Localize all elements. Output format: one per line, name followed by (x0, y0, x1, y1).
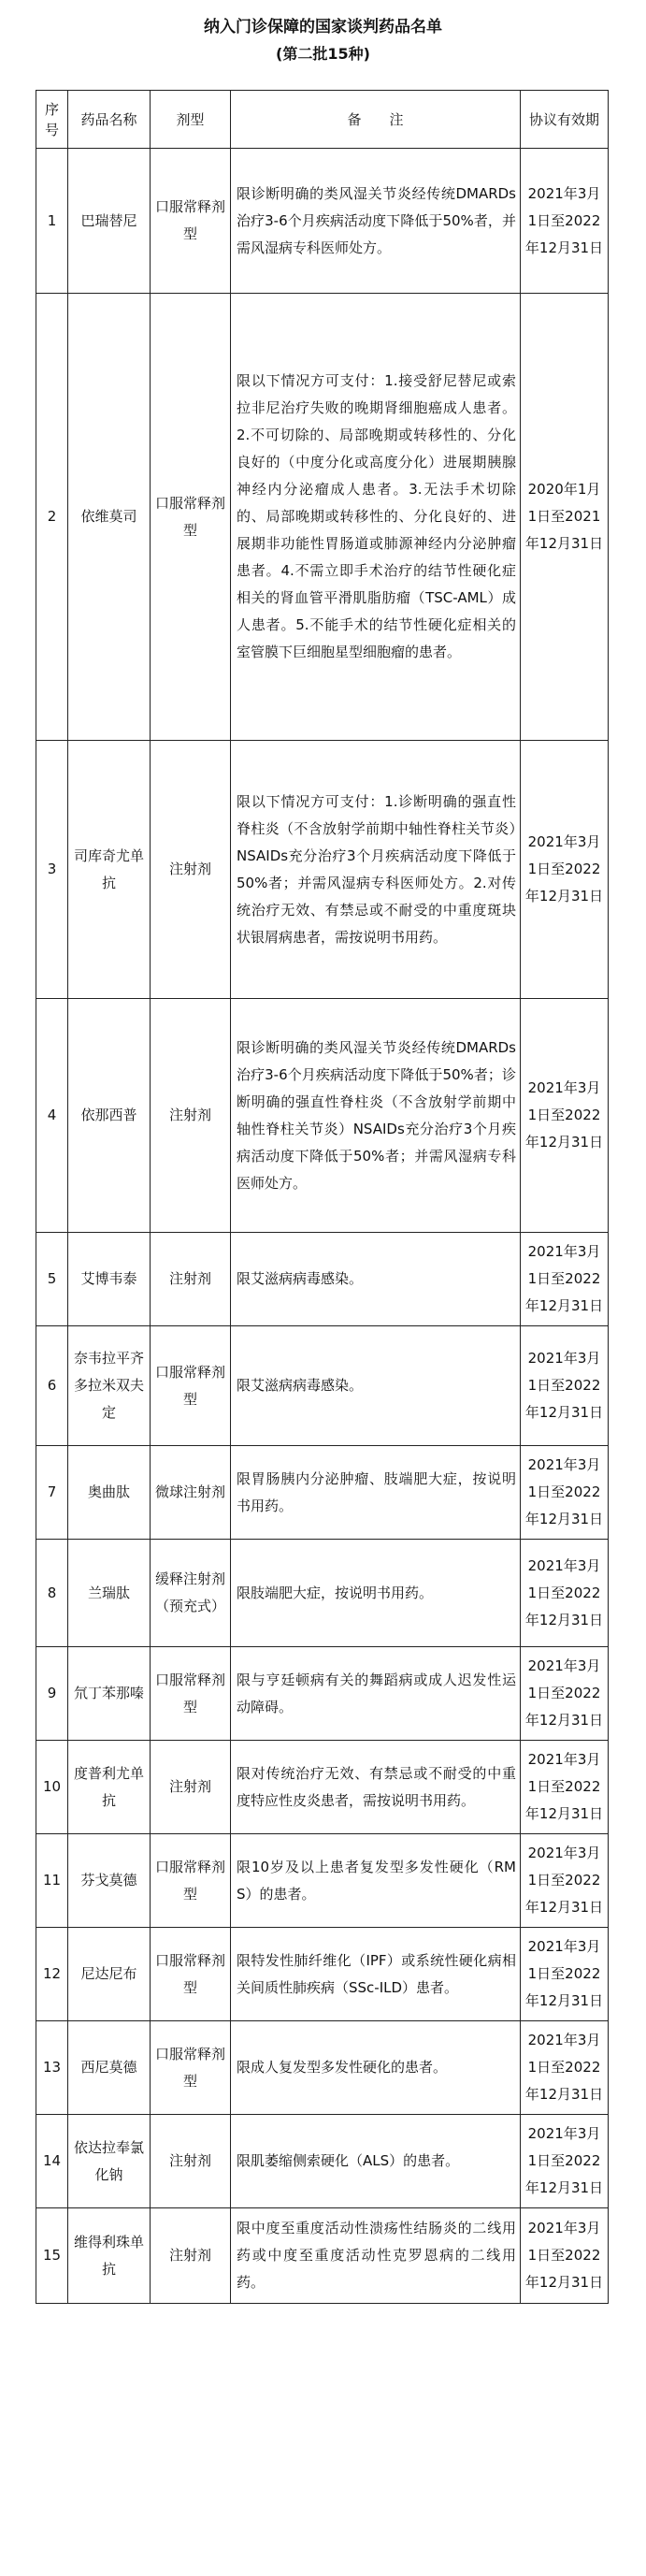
document-title: 纳入门诊保障的国家谈判药品名单 (204, 18, 442, 36)
row-no: 2 (36, 294, 68, 741)
row-remarks: 限肢端肥大症，按说明书用药。 (231, 1540, 521, 1647)
table-row (36, 149, 609, 294)
row-validity-period: 2021年3月1日至2022年12月31日 (521, 1928, 609, 2021)
row-remarks: 限胃肠胰内分泌肿瘤、肢端肥大症，按说明书用药。 (231, 1446, 521, 1540)
document-subtitle: (第二批15种) (276, 45, 370, 63)
drug-list-table (36, 90, 609, 2304)
row-drug-name: 奈韦拉平齐多拉米双夫定 (68, 1326, 151, 1446)
row-no: 9 (36, 1647, 68, 1741)
row-dosage-form: 注射剂 (151, 1741, 231, 1834)
table-row (36, 1834, 609, 1928)
table-row (36, 1540, 609, 1647)
table-row (36, 1233, 609, 1326)
table-row (36, 2115, 609, 2208)
header-remarks: 备 注 (231, 91, 521, 149)
row-no: 3 (36, 741, 68, 999)
row-dosage-form: 口服常释剂型 (151, 1647, 231, 1741)
row-no: 1 (36, 149, 68, 294)
row-drug-name: 度普利尤单抗 (68, 1741, 151, 1834)
row-drug-name: 依那西普 (68, 999, 151, 1233)
row-dosage-form: 注射剂 (151, 1233, 231, 1326)
row-remarks: 限特发性肺纤维化（IPF）或系统性硬化病相关间质性肺疾病（SSc-ILD）患者。 (231, 1928, 521, 2021)
row-dosage-form: 口服常释剂型 (151, 1834, 231, 1928)
table-row (36, 741, 609, 999)
row-no: 8 (36, 1540, 68, 1647)
table-row (36, 999, 609, 1233)
row-dosage-form: 缓释注射剂（预充式） (151, 1540, 231, 1647)
row-remarks: 限以下情况方可支付：1.接受舒尼替尼或索拉非尼治疗失败的晚期肾细胞癌成人患者。2.不可切除的、局部晚期或转移性的、分化良好的（中度分化或高度分化）进展期胰腺神经内分泌瘤成人患者。3.无法手术切除的、局部晚期或转移性的、分化良好的、进展期非功能性胃肠道或肺源神经内分泌肿瘤患者。4.不需立即手术治疗的结节性硬化症相关的肾血管平滑肌脂肪瘤（TSC-AML）成人患者。5.不能手术的结节性硬化症相关的室管膜下巨细胞星型细胞瘤的患者。 (231, 294, 521, 741)
row-dosage-form: 口服常释剂型 (151, 1928, 231, 2021)
row-dosage-form: 注射剂 (151, 2208, 231, 2304)
row-no: 6 (36, 1326, 68, 1446)
row-validity-period: 2020年1月1日至2021年12月31日 (521, 294, 609, 741)
table-row (36, 1647, 609, 1741)
header-no: 序号 (36, 91, 68, 149)
row-no: 10 (36, 1741, 68, 1834)
row-validity-period: 2021年3月1日至2022年12月31日 (521, 1233, 609, 1326)
row-validity-period: 2021年3月1日至2022年12月31日 (521, 1446, 609, 1540)
row-dosage-form: 口服常释剂型 (151, 294, 231, 741)
row-drug-name: 艾博韦泰 (68, 1233, 151, 1326)
row-no: 11 (36, 1834, 68, 1928)
row-drug-name: 维得利珠单抗 (68, 2208, 151, 2304)
table-row (36, 1928, 609, 2021)
row-validity-period: 2021年3月1日至2022年12月31日 (521, 741, 609, 999)
row-drug-name: 依达拉奉氯化钠 (68, 2115, 151, 2208)
row-no: 12 (36, 1928, 68, 2021)
row-dosage-form: 注射剂 (151, 741, 231, 999)
row-validity-period: 2021年3月1日至2022年12月31日 (521, 2021, 609, 2115)
row-remarks: 限10岁及以上患者复发型多发性硬化（RMS）的患者。 (231, 1834, 521, 1928)
table-row (36, 294, 609, 741)
table-row (36, 1446, 609, 1540)
row-drug-name: 奥曲肽 (68, 1446, 151, 1540)
row-remarks: 限以下情况方可支付：1.诊断明确的强直性脊柱炎（不含放射学前期中轴性脊柱关节炎）NSAIDs充分治疗3个月疾病活动度下降低于50%者；并需风湿病专科医师处方。2.对传统治疗无效、有禁忌或不耐受的中重度斑块状银屑病患者，需按说明书用药。 (231, 741, 521, 999)
row-no: 14 (36, 2115, 68, 2208)
row-drug-name: 依维莫司 (68, 294, 151, 741)
row-no: 5 (36, 1233, 68, 1326)
row-drug-name: 司库奇尤单抗 (68, 741, 151, 999)
row-validity-period: 2021年3月1日至2022年12月31日 (521, 2208, 609, 2304)
row-dosage-form: 口服常释剂型 (151, 149, 231, 294)
row-dosage-form: 微球注射剂 (151, 1446, 231, 1540)
header-dosage-form: 剂型 (151, 91, 231, 149)
table-row (36, 1326, 609, 1446)
row-remarks: 限对传统治疗无效、有禁忌或不耐受的中重度特应性皮炎患者，需按说明书用药。 (231, 1741, 521, 1834)
row-drug-name: 西尼莫德 (68, 2021, 151, 2115)
row-drug-name: 巴瑞替尼 (68, 149, 151, 294)
row-remarks: 限成人复发型多发性硬化的患者。 (231, 2021, 521, 2115)
header-drug-name: 药品名称 (68, 91, 151, 149)
row-remarks: 限与亨廷顿病有关的舞蹈病或成人迟发性运动障碍。 (231, 1647, 521, 1741)
row-remarks: 限肌萎缩侧索硬化（ALS）的患者。 (231, 2115, 521, 2208)
row-dosage-form: 注射剂 (151, 2115, 231, 2208)
row-no: 13 (36, 2021, 68, 2115)
row-validity-period: 2021年3月1日至2022年12月31日 (521, 1326, 609, 1446)
row-remarks: 限艾滋病病毒感染。 (231, 1233, 521, 1326)
row-validity-period: 2021年3月1日至2022年12月31日 (521, 2115, 609, 2208)
table-row (36, 2021, 609, 2115)
row-validity-period: 2021年3月1日至2022年12月31日 (521, 1540, 609, 1647)
row-dosage-form: 注射剂 (151, 999, 231, 1233)
row-remarks: 限中度至重度活动性溃疡性结肠炎的二线用药或中度至重度活动性克罗恩病的二线用药。 (231, 2208, 521, 2304)
row-validity-period: 2021年3月1日至2022年12月31日 (521, 1834, 609, 1928)
row-drug-name: 氘丁苯那嗪 (68, 1647, 151, 1741)
row-no: 4 (36, 999, 68, 1233)
table-row (36, 1741, 609, 1834)
row-remarks: 限艾滋病病毒感染。 (231, 1326, 521, 1446)
row-no: 15 (36, 2208, 68, 2304)
row-dosage-form: 口服常释剂型 (151, 1326, 231, 1446)
table-row (36, 2208, 609, 2304)
row-drug-name: 芬戈莫德 (68, 1834, 151, 1928)
row-remarks: 限诊断明确的类风湿关节炎经传统DMARDs治疗3-6个月疾病活动度下降低于50%者，并需风湿病专科医师处方。 (231, 149, 521, 294)
row-validity-period: 2021年3月1日至2022年12月31日 (521, 1647, 609, 1741)
row-validity-period: 2021年3月1日至2022年12月31日 (521, 149, 609, 294)
row-validity-period: 2021年3月1日至2022年12月31日 (521, 1741, 609, 1834)
row-drug-name: 尼达尼布 (68, 1928, 151, 2021)
row-drug-name: 兰瑞肽 (68, 1540, 151, 1647)
row-dosage-form: 口服常释剂型 (151, 2021, 231, 2115)
row-no: 7 (36, 1446, 68, 1540)
table-header-row (36, 91, 609, 149)
header-validity-period: 协议有效期 (521, 91, 609, 149)
row-remarks: 限诊断明确的类风湿关节炎经传统DMARDs治疗3-6个月疾病活动度下降低于50%者；诊断明确的强直性脊柱炎（不含放射学前期中轴性脊柱关节炎）NSAIDs充分治疗3个月疾病活动度下降低于50%者；并需风湿病专科医师处方。 (231, 999, 521, 1233)
row-validity-period: 2021年3月1日至2022年12月31日 (521, 999, 609, 1233)
